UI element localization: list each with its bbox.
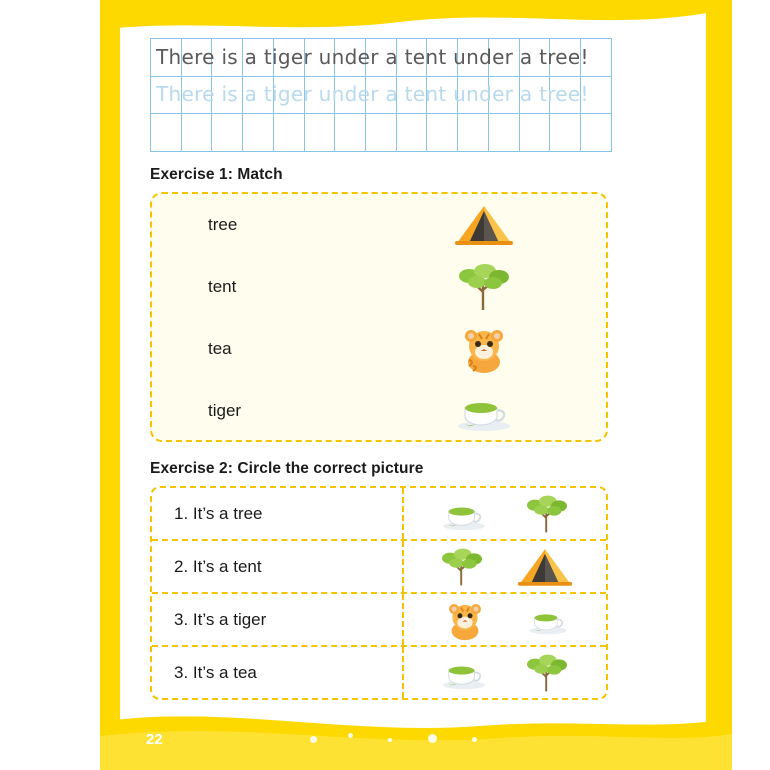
exercise-2-label: Exercise 2: — [150, 460, 233, 477]
exercise-1-heading — [150, 166, 706, 184]
exercise-2-title: Circle the correct picture — [237, 460, 424, 477]
teacup-icon[interactable] — [439, 497, 489, 531]
question-text: 3. It’s a tiger — [152, 594, 404, 645]
table-row[interactable] — [152, 488, 606, 541]
match-row[interactable] — [152, 194, 606, 256]
table-row[interactable] — [152, 647, 606, 698]
tent-icon[interactable] — [438, 203, 530, 247]
question-text: 1. It’s a tree — [152, 488, 404, 539]
match-word[interactable]: tea — [208, 339, 232, 358]
handwriting-practice-grid — [150, 38, 612, 148]
decorative-dots — [300, 732, 500, 746]
exercise-2-heading — [150, 460, 706, 478]
right-yellow-band — [706, 0, 732, 770]
question-text: 2. It’s a tent — [152, 541, 404, 592]
exercise-1-match-box — [150, 192, 608, 442]
match-row[interactable] — [152, 256, 606, 318]
handwriting-trace-sentence: There is a tiger under a tent under a tree! — [156, 82, 589, 106]
answer-choices — [404, 541, 606, 592]
tree-icon[interactable] — [437, 547, 487, 587]
teacup-icon[interactable] — [526, 605, 570, 635]
tree-icon[interactable] — [522, 494, 572, 534]
match-word[interactable]: tree — [208, 215, 238, 234]
answer-choices — [404, 488, 606, 539]
match-row[interactable] — [152, 380, 606, 442]
answer-choices — [404, 647, 606, 698]
tiger-icon[interactable] — [440, 599, 490, 641]
tent-icon[interactable] — [516, 546, 574, 588]
grid-row — [151, 114, 612, 152]
match-row[interactable] — [152, 318, 606, 380]
tree-icon[interactable] — [438, 262, 530, 312]
worksheet-content — [128, 30, 706, 730]
exercise-2-table — [150, 486, 608, 700]
match-word[interactable]: tiger — [208, 401, 242, 420]
table-row[interactable] — [152, 541, 606, 594]
exercise-1-title: Match — [237, 166, 283, 183]
teacup-icon[interactable] — [439, 656, 489, 690]
page-number: 22 — [146, 731, 163, 748]
match-word[interactable]: tent — [208, 277, 237, 296]
answer-choices — [404, 594, 606, 645]
tree-icon[interactable] — [522, 653, 572, 693]
exercise-1-label: Exercise 1: — [150, 166, 233, 183]
tiger-icon[interactable] — [438, 324, 530, 374]
handwriting-model-sentence: There is a tiger under a tent under a tree! — [156, 45, 589, 69]
table-row[interactable] — [152, 594, 606, 647]
question-text: 3. It’s a tea — [152, 647, 404, 698]
teacup-icon[interactable] — [438, 390, 530, 432]
